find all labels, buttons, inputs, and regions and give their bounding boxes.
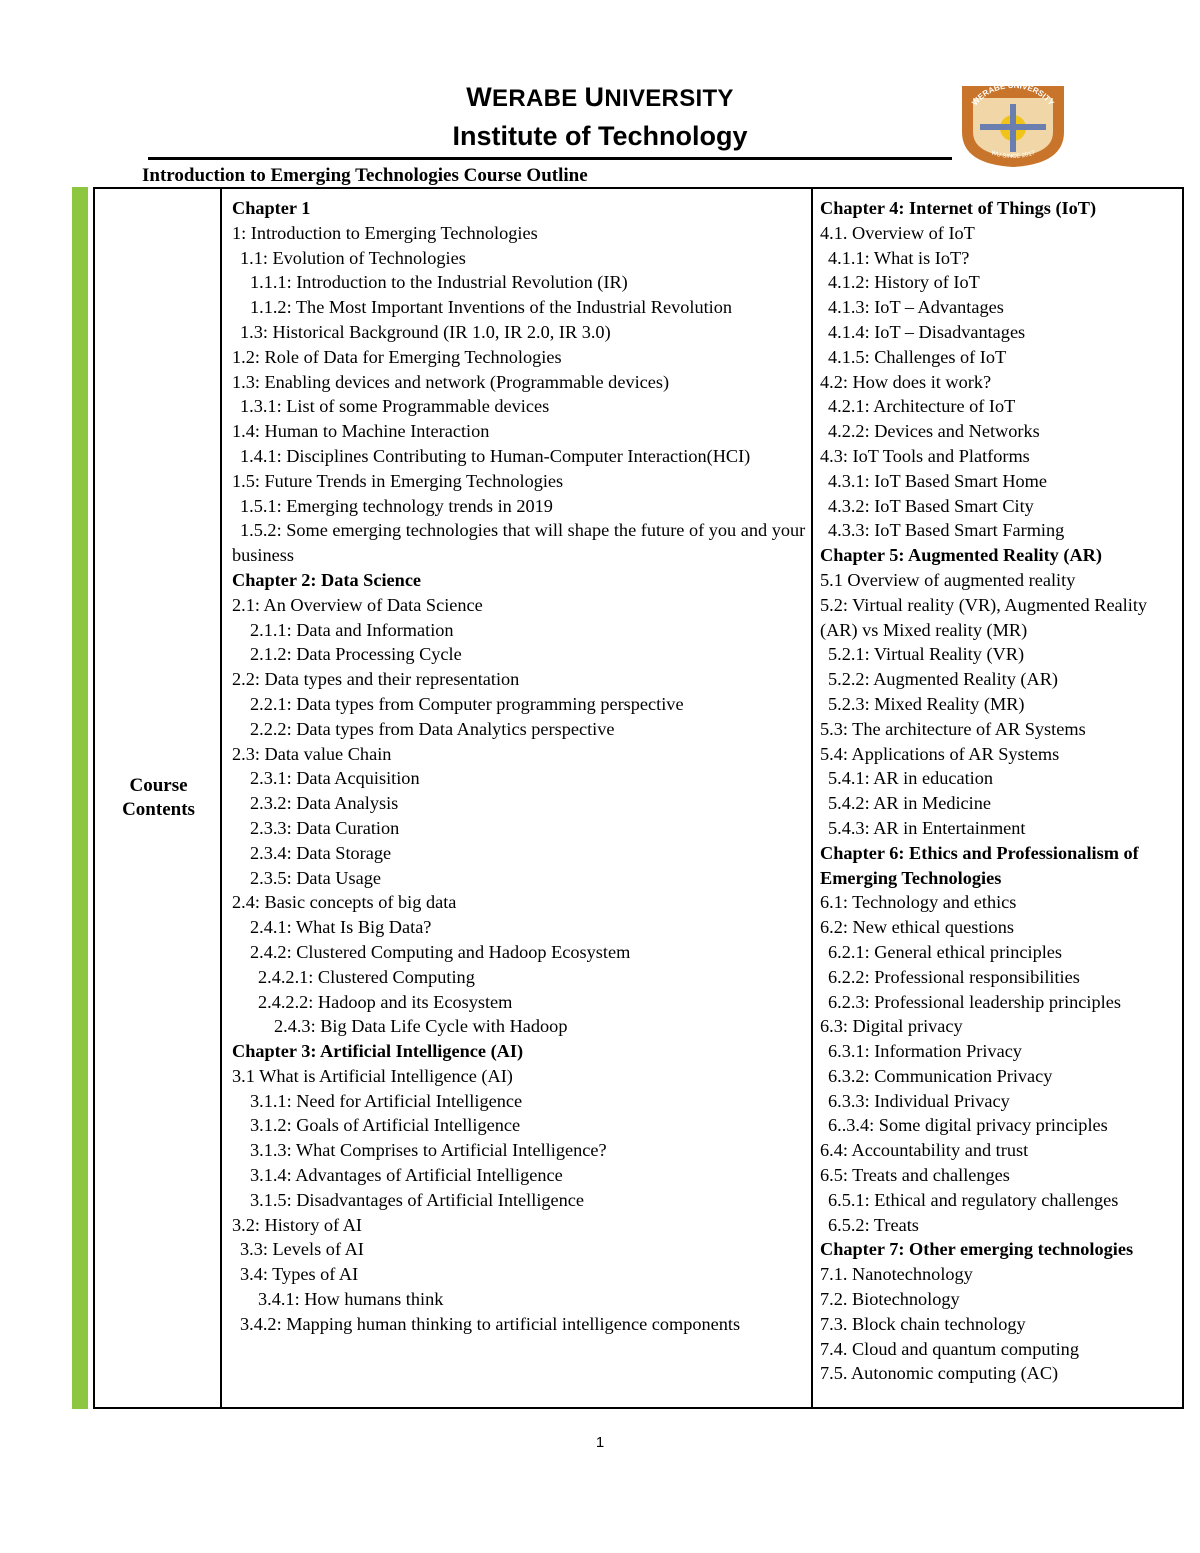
outline-title: Introduction to Emerging Technologies Course Outline: [142, 165, 588, 186]
university-name: WERABE UNIVERSITY: [466, 82, 734, 112]
outline-item: 6.3: Digital privacy: [820, 1016, 963, 1037]
outline-item: 7.5. Autonomic computing (AC): [820, 1363, 1059, 1384]
outline-item: 6..3.4: Some digital privacy principles: [828, 1115, 1108, 1136]
outline-item: 4.1.5: Challenges of IoT: [828, 346, 1007, 367]
outline-item: 5.1 Overview of augmented reality: [820, 569, 1076, 590]
outline-item: 5.2: Virtual reality (VR), Augmented Reality (AR) vs Mixed reality (MR): [820, 594, 1148, 640]
outline-item: 6.3.3: Individual Privacy: [828, 1090, 1010, 1111]
outline-item: 1.3.1: List of some Programmable devices: [240, 396, 550, 417]
outline-item: 6.2.3: Professional leadership principles: [828, 991, 1121, 1012]
outline-item: 5.2.3: Mixed Reality (MR): [828, 693, 1025, 714]
outline-item: 1.1.2: The Most Important Inventions of the Industrial Revolution: [250, 297, 733, 318]
outline-item: 1.5.2: Some emerging technologies that will shape the future of you and your business: [232, 520, 806, 566]
page-number: 1: [595, 1434, 605, 1451]
outline-item: 1.3: Historical Background (IR 1.0, IR 2.0, IR 3.0): [240, 321, 611, 342]
outline-item: 6.2: New ethical questions: [820, 917, 1014, 938]
outline-item: 1: Introduction to Emerging Technologies: [232, 222, 538, 243]
contents-column-right: [820, 196, 1182, 1386]
outline-item: 6.5.2: Treats: [828, 1214, 919, 1235]
outline-item: 1.4: Human to Machine Interaction: [232, 421, 490, 442]
outline-item: 3.1.3: What Comprises to Artificial Intelligence?: [250, 1140, 607, 1161]
outline-item: 7.1. Nanotechnology: [820, 1264, 973, 1285]
outline-item: 1.1: Evolution of Technologies: [240, 247, 466, 268]
outline-item: 5.4.3: AR in Entertainment: [828, 817, 1026, 838]
outline-item: 6.5.1: Ethical and regulatory challenges: [828, 1189, 1119, 1210]
outline-item: 2.4.2.1: Clustered Computing: [258, 966, 475, 987]
outline-item: 2.1.1: Data and Information: [250, 619, 454, 640]
outline-item: 5.2.1: Virtual Reality (VR): [828, 644, 1025, 665]
outline-item: 2.3.1: Data Acquisition: [250, 768, 420, 789]
chapter-heading: Chapter 2: Data Science: [232, 569, 422, 590]
outline-item: 6.4: Accountability and trust: [820, 1140, 1029, 1161]
outline-item: 4.1.3: IoT – Advantages: [828, 297, 1004, 318]
outline-item: 6.3.1: Information Privacy: [828, 1041, 1022, 1062]
outline-item: 2.3.3: Data Curation: [250, 817, 400, 838]
outline-item: 2.4: Basic concepts of big data: [232, 892, 457, 913]
outline-item: 3.1.1: Need for Artificial Intelligence: [250, 1090, 523, 1111]
outline-item: 6.1: Technology and ethics: [820, 892, 1017, 913]
outline-item: 2.4.3: Big Data Life Cycle with Hadoop: [274, 1016, 568, 1037]
outline-item: 2.2.1: Data types from Computer programming perspective: [250, 693, 684, 714]
outline-item: 2.3.2: Data Analysis: [250, 793, 399, 814]
outline-item: 5.3: The architecture of AR Systems: [820, 718, 1086, 739]
outline-item: 4.1.4: IoT – Disadvantages: [828, 321, 1026, 342]
outline-item: 3.2: History of AI: [232, 1214, 362, 1235]
logo-cross-horizontal: [980, 124, 1046, 130]
outline-item: 4.1. Overview of IoT: [820, 222, 975, 243]
outline-item: 4.2.1: Architecture of IoT: [828, 396, 1016, 417]
outline-item: 2.1.2: Data Processing Cycle: [250, 644, 462, 665]
outline-item: 7.2. Biotechnology: [820, 1289, 960, 1310]
outline-item: 7.3. Block chain technology: [820, 1313, 1026, 1334]
outline-item: 5.4.1: AR in education: [828, 768, 994, 789]
outline-item: 3.4: Types of AI: [240, 1264, 359, 1285]
outline-item: 6.2.1: General ethical principles: [828, 941, 1063, 962]
institute-name: Institute of Technology: [452, 121, 748, 151]
outline-item: 4.1.1: What is IoT?: [828, 247, 970, 268]
outline-item: 7.4. Cloud and quantum computing: [820, 1338, 1079, 1359]
outline-item: 3.4.1: How humans think: [258, 1289, 444, 1310]
outline-item: 2.1: An Overview of Data Science: [232, 594, 483, 615]
outline-item: 3.1.2: Goals of Artificial Intelligence: [250, 1115, 521, 1136]
chapter-heading: Chapter 4: Internet of Things (IoT): [820, 198, 1097, 218]
outline-item: 6.5: Treats and challenges: [820, 1165, 1010, 1186]
outline-item: 3.4.2: Mapping human thinking to artificial intelligence components: [240, 1313, 741, 1334]
outline-item: 4.3: IoT Tools and Platforms: [820, 445, 1030, 466]
course-outline-table: [93, 187, 1184, 1409]
outline-item: 2.2: Data types and their representation: [232, 669, 520, 690]
chapter-heading: Chapter 7: Other emerging technologies: [820, 1239, 1134, 1260]
outline-item: 3.3: Levels of AI: [240, 1239, 364, 1260]
table-divider-2: [811, 189, 813, 1407]
chapter-heading: Chapter 1: [232, 198, 311, 218]
outline-item: 1.1.1: Introduction to the Industrial Revolution (IR): [250, 272, 628, 293]
outline-item: 1.2: Role of Data for Emerging Technologies: [232, 346, 562, 367]
outline-item: 5.2.2: Augmented Reality (AR): [828, 669, 1059, 690]
outline-item: 2.3.4: Data Storage: [250, 842, 392, 863]
outline-item: 2.2.2: Data types from Data Analytics perspective: [250, 718, 615, 739]
logo-bottom-text: WU SINCE 2017: [990, 150, 1036, 161]
accent-bar: [72, 187, 88, 1409]
outline-item: 5.4: Applications of AR Systems: [820, 743, 1060, 764]
outline-item: 1.5.1: Emerging technology trends in 2019: [240, 495, 553, 516]
outline-item: 4.3.3: IoT Based Smart Farming: [828, 520, 1065, 541]
outline-item: 1.5: Future Trends in Emerging Technologies: [232, 470, 564, 491]
outline-item: 1.4.1: Disciplines Contributing to Human-Computer Interaction(HCI): [240, 445, 751, 466]
outline-item: 3.1 What is Artificial Intelligence (AI): [232, 1065, 513, 1086]
chapter-heading: Chapter 5: Augmented Reality (AR): [820, 545, 1102, 566]
outline-item: 4.1.2: History of IoT: [828, 272, 980, 293]
outline-item: 5.4.2: AR in Medicine: [828, 793, 991, 814]
university-logo: [958, 80, 1068, 168]
outline-item: 2.4.2.2: Hadoop and its Ecosystem: [258, 991, 513, 1012]
chapter-heading: Chapter 6: Ethics and Professionalism of Emerging Technologies: [820, 842, 1139, 888]
outline-item: 3.1.4: Advantages of Artificial Intelligence: [250, 1165, 563, 1186]
outline-item: 2.4.1: What Is Big Data?: [250, 917, 432, 938]
contents-column-left: [232, 196, 810, 1337]
outline-item: 2.3.5: Data Usage: [250, 867, 381, 888]
logo-top-text: WERABE UNIVERSITY: [970, 80, 1056, 108]
row-label: Course Contents: [122, 775, 195, 820]
outline-item: 4.3.1: IoT Based Smart Home: [828, 470, 1048, 491]
outline-item: 4.3.2: IoT Based Smart City: [828, 495, 1034, 516]
outline-item: 3.1.5: Disadvantages of Artificial Intelligence: [250, 1189, 585, 1210]
outline-item: 2.4.2: Clustered Computing and Hadoop Ecosystem: [250, 941, 631, 962]
outline-item: 2.3: Data value Chain: [232, 743, 392, 764]
chapter-heading: Chapter 3: Artificial Intelligence (AI): [232, 1041, 524, 1062]
outline-item: 4.2: How does it work?: [820, 371, 992, 392]
outline-item: 6.2.2: Professional responsibilities: [828, 966, 1080, 987]
outline-item: 1.3: Enabling devices and network (Programmable devices): [232, 371, 670, 392]
outline-item: 6.3.2: Communication Privacy: [828, 1065, 1053, 1086]
header-rule: [148, 157, 952, 160]
row-label-cell: [95, 189, 222, 1407]
outline-item: 4.2.2: Devices and Networks: [828, 421, 1040, 442]
